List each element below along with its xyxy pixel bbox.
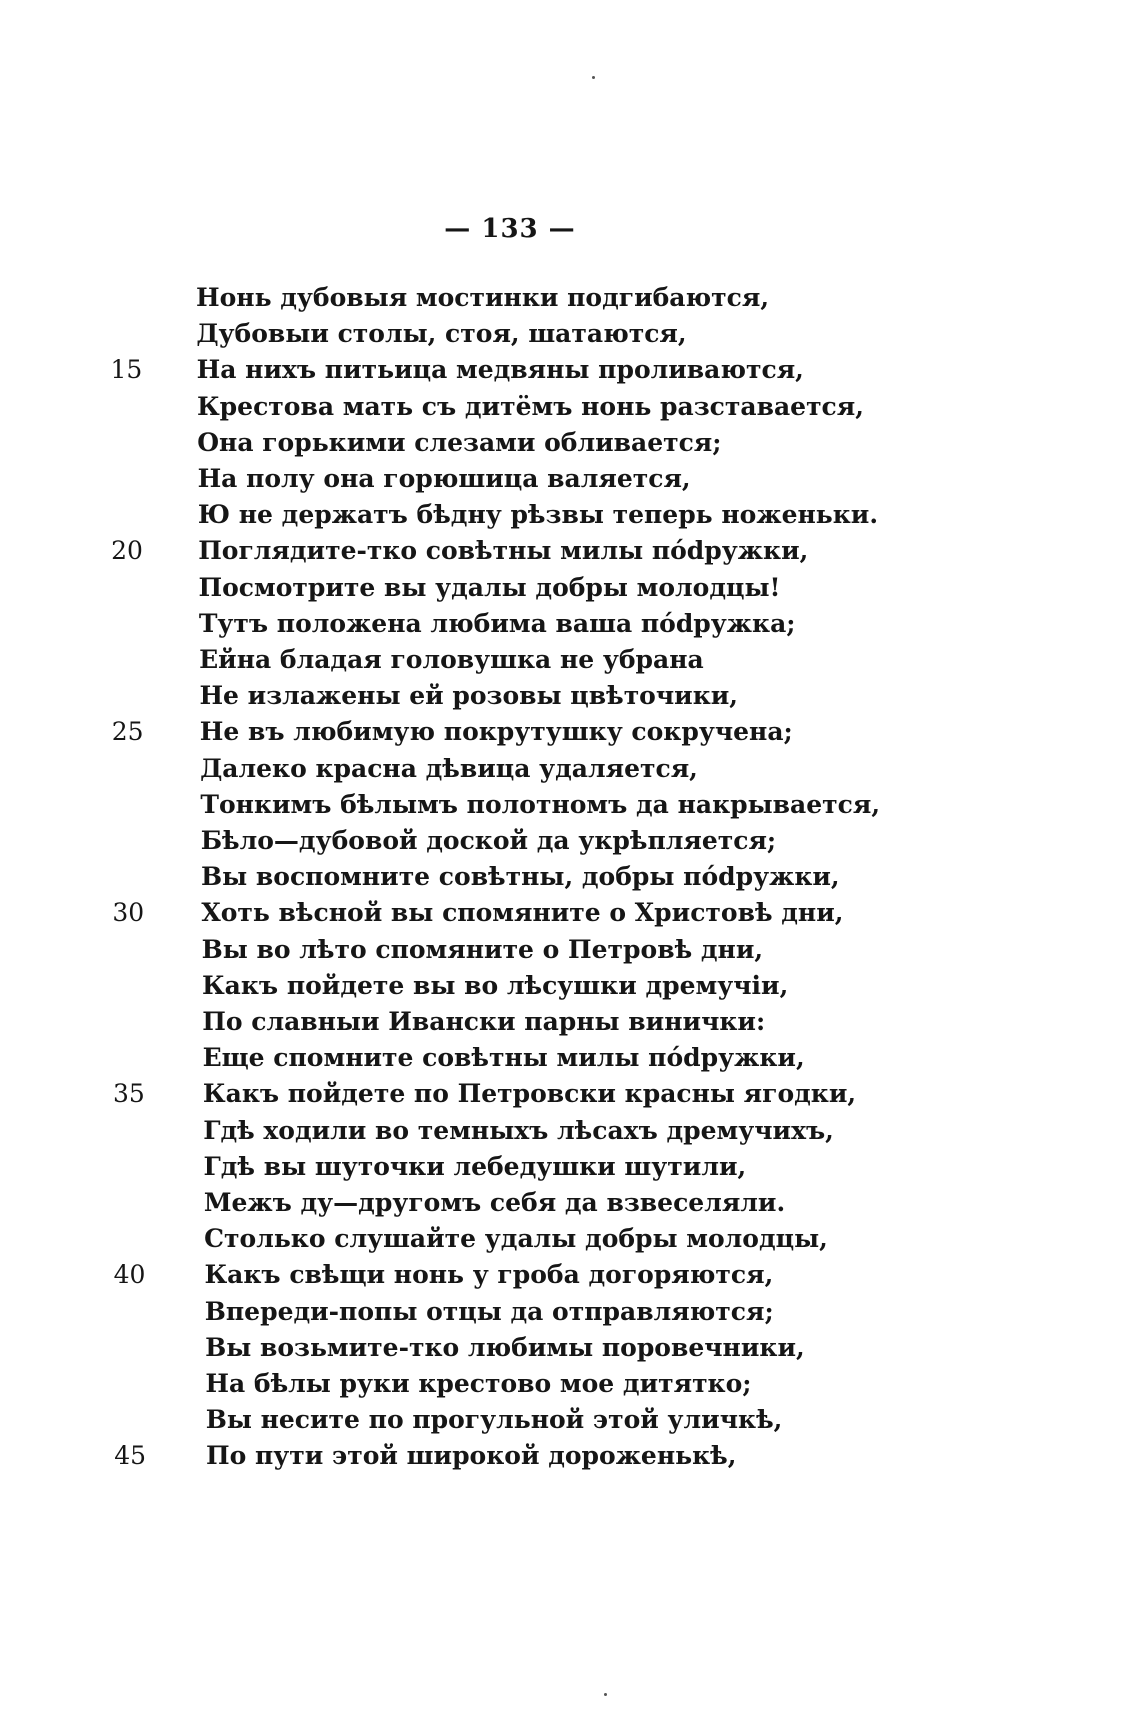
line-text: Она горькими слезами обливается; — [197, 427, 722, 457]
line-text: Межъ ду—другомъ себя да взвеселяли. — [203, 1188, 786, 1217]
line-text: Поглядите-тко совѣтны милы пódружки, — [198, 536, 809, 566]
line-text: Гдѣ ходили во темныхъ лѣсахъ дремучихъ, — [203, 1115, 834, 1145]
line-text: Впереди-попы отцы да отправляются; — [204, 1296, 774, 1326]
line-text: Не въ любимую покрутушку сокручена; — [199, 717, 793, 747]
print-speck-bottom — [604, 1693, 607, 1696]
line-text: Какъ пойдете по Петровски красны ягодки, — [202, 1079, 857, 1109]
line-number: 45 — [114, 1441, 146, 1471]
line-text: Не излажены ей розовы цвѣточики, — [199, 681, 738, 711]
line-number: 15 — [110, 355, 143, 385]
line-text: Столько слушайте удалы добры молодцы, — [204, 1224, 828, 1254]
line-number: 35 — [112, 1079, 145, 1109]
line-text: Вы несите по прогульной этой уличкѣ, — [205, 1405, 783, 1435]
line-text: Бѣло—дубовой доской да укрѣпляется; — [200, 826, 777, 855]
line-text: Вы во лѣто спомяните о Петровѣ дни, — [201, 934, 764, 964]
line-text: На полу она горюшица валяется, — [197, 464, 691, 493]
line-text: Какъ пойдете вы во лѣсушки дремучіи, — [201, 970, 789, 1000]
line-text: Вы воспомните совѣтны, добры пódружки, — [201, 862, 840, 892]
line-text: Вы возьмите-тко любимы поровечники, — [205, 1332, 805, 1362]
line-text: Еще спомните совѣтны милы пódружки, — [202, 1043, 805, 1073]
line-text: Тонкимъ бѣлымъ полотномъ да накрывается, — [200, 789, 881, 819]
line-number: 40 — [113, 1260, 146, 1290]
line-text: Какъ свѣщи нонь у гроба догоряются, — [204, 1260, 774, 1290]
print-speck-top — [592, 76, 595, 79]
page-number: — 133 — — [444, 214, 576, 244]
line-text: Нонь дубовыя мостинки подгибаются, — [196, 283, 770, 312]
line-text: Ейна бладая головушка не убрана — [199, 645, 704, 674]
line-text: На бѣлы руки крестово мое дитятко; — [205, 1369, 752, 1398]
line-text: По славныи Ивански парны винички: — [202, 1007, 766, 1036]
line-text: На нихъ питьица медвяны проливаются, — [196, 355, 804, 385]
line-text: Гдѣ вы шуточки лебедушки шутили, — [203, 1151, 747, 1181]
line-text: Крестова мать съ дитёмъ нонь разставается, — [196, 391, 864, 421]
line-text: По пути этой широкой дороженькѣ, — [206, 1441, 737, 1471]
line-text: Тутъ положена любима ваша пódружка; — [198, 608, 796, 638]
line-text: Ю не держатъ бѣдну рѣзвы теперь ноженьки. — [197, 500, 879, 530]
line-number: 25 — [111, 717, 144, 747]
line-text: Хоть вѣсной вы спомяните о Христовѣ дни, — [201, 898, 844, 928]
line-text: Далеко красна дѣвица удаляется, — [200, 753, 698, 783]
line-number: 30 — [112, 898, 145, 928]
line-number: 20 — [111, 536, 143, 566]
line-text: Посмотрите вы удалы добры молодцы! — [198, 572, 781, 602]
line-text: Дубовыи столы, стоя, шатаются, — [196, 319, 687, 349]
